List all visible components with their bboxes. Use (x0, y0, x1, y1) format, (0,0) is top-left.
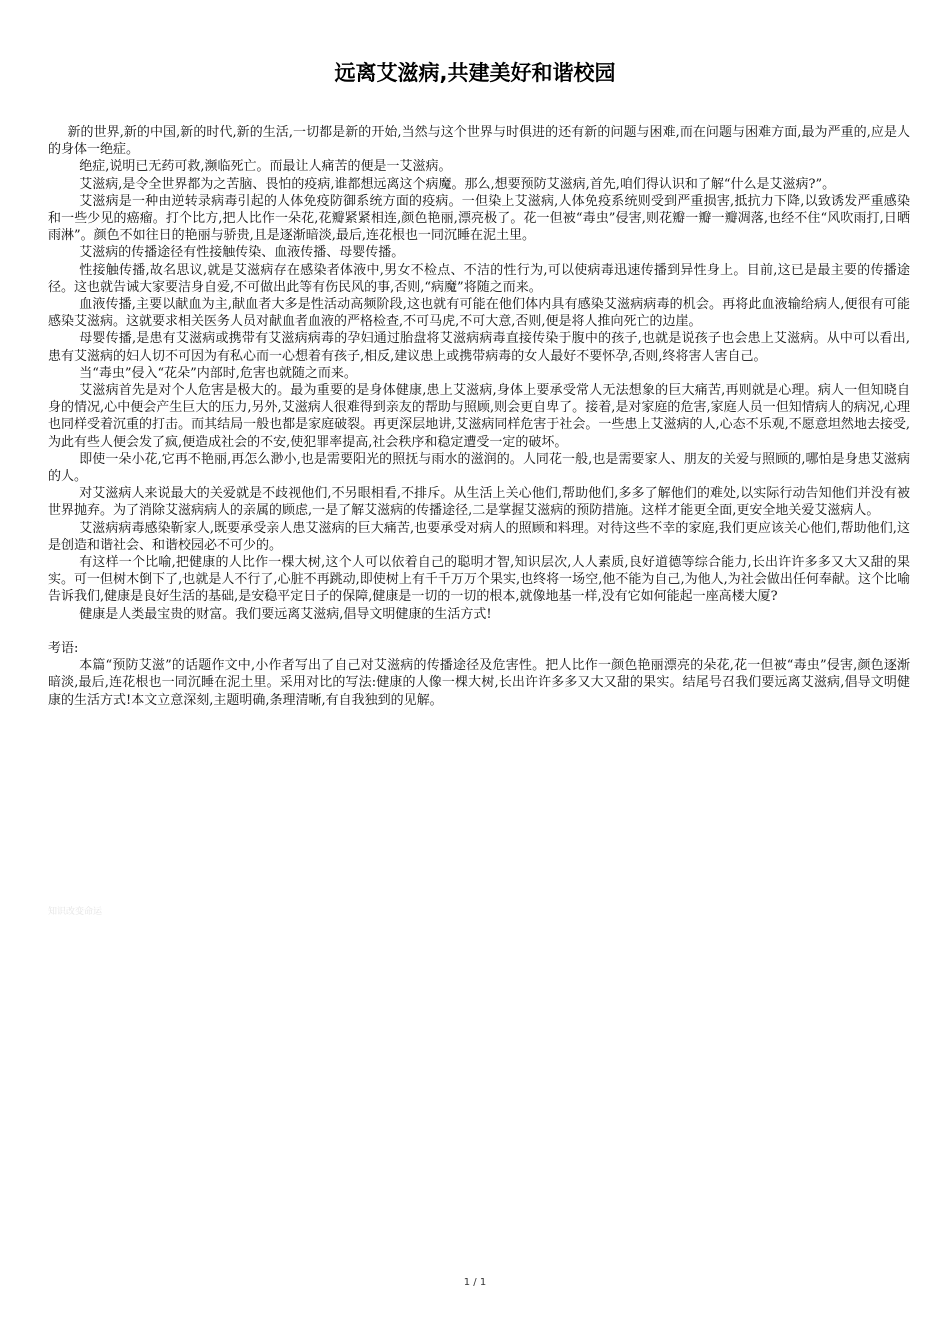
paragraph: 有这样一个比喻,把健康的人比作一棵大树,这个人可以依着自己的聪明才智,知识层次,人人素质,良好道德等综合能力,长出许许多多又大又甜的果实。可一但树木倒下了,也就是人不行了,心脏不再跳动,即使树上有千千万万个果实,也终将一场空,他不能为自己,为他人,为社会做出任何奉献。这个比喻告诉我们,健康是良好生活的基础,是安稳平定日子的保障,健康是一切的一切的根本,就像地基一样,没有它如何能起一座高楼大厦? (48, 555, 910, 605)
paragraph: 性接触传播,故名思议,就是艾滋病存在感染者体液中,男女不检点、不洁的性行为,可以使病毒迅速传播到异性身上。目前,这已是最主要的传播途径。这也就告诫大家要洁身自爱,不可做出此等有伤民风的事,否则,“病魔”将随之而来。 (48, 262, 910, 295)
paragraph: 艾滋病病毒感染靳家人,既要承受亲人患艾滋病的巨大痛苦,也要承受对病人的照顾和料理。对待这些不幸的家庭,我们更应该关心他们,帮助他们,这是创造和谐社会、和谐校园必不可少的。 (48, 520, 910, 553)
article-body (48, 124, 910, 709)
paragraph: 母婴传播,是患有艾滋病或携带有艾滋病病毒的孕妇通过胎盘将艾滋病病毒直接传染于腹中的孩子,也就是说孩子也会患上艾滋病。从中可以看出,患有艾滋病的妇人切不可因为有私心而一心想着有孩子,相反,建议患上或携带病毒的女人最好不要怀孕,否则,终将害人害自己。 (48, 331, 910, 364)
paragraph: 绝症,说明已无药可救,濒临死亡。而最让人痛苦的便是一艾滋病。 (79, 159, 452, 175)
paragraph: 对艾滋病人来说最大的关爱就是不歧视他们,不另眼相看,不排斥。从生活上关心他们,帮助他们,多多了解他们的难处,以实际行动告知他们并没有被世界抛弃。为了消除艾滋病病人的亲属的顾虑,一是了解艾滋病的传播途径,二是掌握艾滋病的预防措施。这样才能更全面,更安全地关爱艾滋病人。 (48, 486, 910, 519)
comment-text: 本篇“预防艾滋”的话题作文中,小作者写出了自己对艾滋病的传播途径及危害性。把人比作一颜色艳丽漂亮的朵花,花一但被“毒虫”侵害,颜色逐渐暗淡,最后,连花根也一同沉睡在泥土里。采用对比的写法:健康的人像一棵大树,长出许许多多又大又甜的果实。结尾号召我们要远离艾滋病,倡导文明健康的生活方式!本文立意深刻,主题明确,条理清晰,有自我独到的见解。 (48, 658, 910, 708)
watermark-text: 知识改变命运 (48, 907, 103, 917)
document-title: 远离艾滋病,共建美好和谐校园 (334, 61, 616, 85)
paragraph: 健康是人类最宝贵的财富。我们要远离艾滋病,倡导文明健康的生活方式! (79, 606, 492, 622)
paragraph: 艾滋病首先是对个人危害是极大的。最为重要的是身体健康,患上艾滋病,身体上要承受常人无法想象的巨大痛苦,再则就是心理。病人一但知晓自身的情况,心中便会产生巨大的压力,另外,艾滋病人很难得到亲友的帮助与照顾,则会更自卑了。接着,是对家庭的危害,家庭人员一但知情病人的病况,心理也同样受着沉重的打击。而其结局一般也都是家庭破裂。再更深层地讲,艾滋病同样危害于社会。一些患上艾滋病的人,心态不乐观,不愿意坦然地去接受,为此有些人便会发了疯,便造成社会的不安,使犯罪率提高,社会秩序和稳定遭受一定的破坏。 (48, 383, 910, 450)
comment-label: 考语: (48, 640, 79, 656)
paragraph: 艾滋病,是令全世界都为之苦脑、畏怕的疫病,谁都想远离这个病魔。那么,想要预防艾滋病,首先,咱们得认识和了解“什么是艾滋病?”。 (79, 176, 836, 192)
page-number: 1 / 1 (463, 1277, 487, 1288)
paragraph: 当“毒虫”侵入“花朵”内部时,危害也就随之而来。 (79, 365, 357, 381)
paragraph: 即使一朵小花,它再不艳丽,再怎么渺小,也是需要阳光的照抚与雨水的滋润的。人同花一般,也是需要家人、朋友的关爱与照顾的,哪怕是身患艾滋病的人。 (48, 451, 910, 485)
paragraph: 艾滋病的传播途径有性接触传染、血液传播、母婴传播。 (79, 245, 405, 261)
paragraph: 血液传播,主要以献血为主,献血者大多是性活动高频阶段,这也就有可能在他们体内具有感染艾滋病病毒的机会。再将此血液输给病人,便很有可能感染艾滋病。这就要求相关医务人员对献血者血液的严格检查,不可马虎,不可大意,否则,便是将人推向死亡的边崖。 (48, 297, 910, 330)
paragraph: 艾滋病是一种由逆转录病毒引起的人体免疫防御系统方面的疫病。一但染上艾滋病,人体免疫系统则受到严重损害,抵抗力下降,以致诱发严重感染和一些少见的癌瘤。打个比方,把人比作一朵花,花瓣紧紧相连,颜色艳丽,漂亮极了。花一但被“毒虫”侵害,则花瓣一瓣一瓣凋落,也经不住“风吹雨打,日晒雨淋”。颜色不如往日的艳丽与骄贵,且是逐渐暗淡,最后,连花根也一同沉睡在泥土里。 (48, 193, 910, 244)
paragraph: 新的世界,新的中国,新的时代,新的生活,一切都是新的开始,当然与这个世界与时俱进的还有新的问题与困难,而在问题与困难方面,最为严重的,应是人的身体一绝症。 (48, 125, 910, 158)
